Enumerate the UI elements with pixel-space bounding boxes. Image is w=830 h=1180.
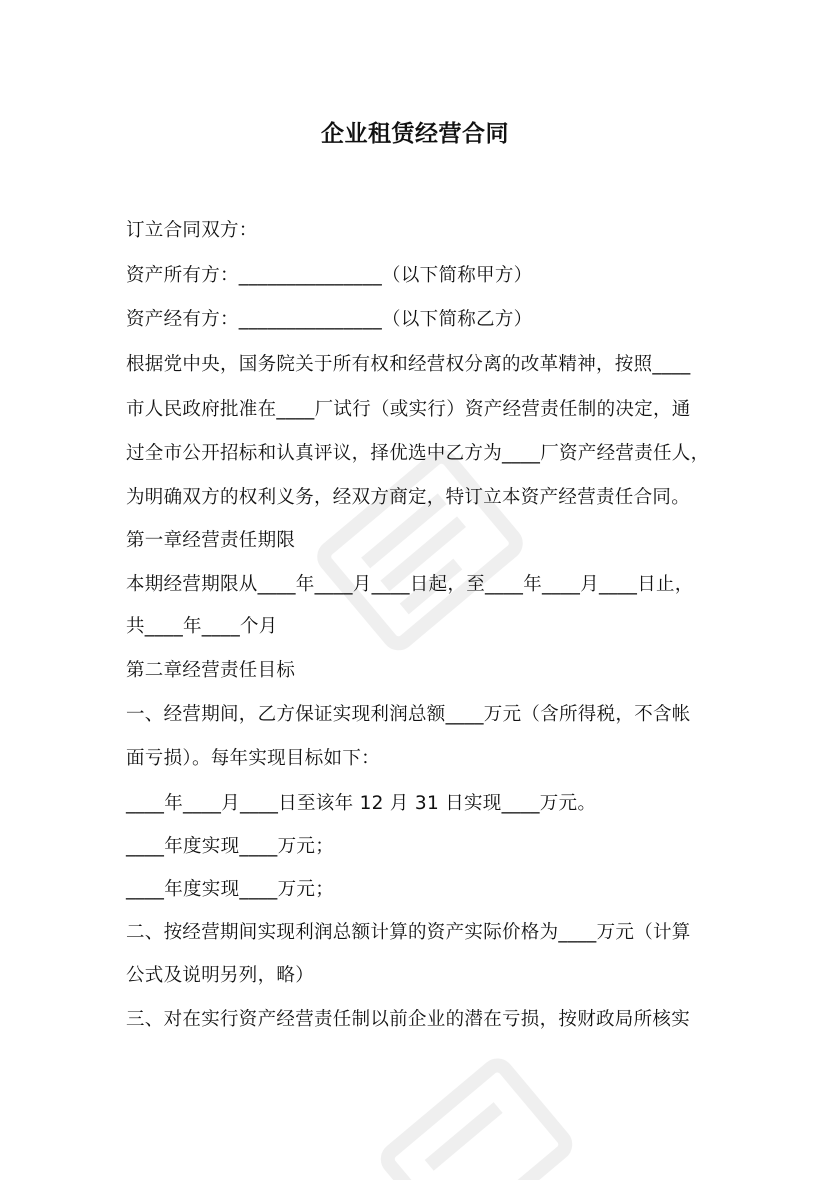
- watermark-icon-bottom: [380, 1050, 600, 1180]
- clause-1-line-2: 面亏损）。每年实现目标如下：: [126, 748, 380, 769]
- annual-target-line-3: ____年度实现____万元；: [126, 879, 335, 900]
- preamble-line-4: 为明确双方的权利义务，经双方商定，特订立本资产经营责任合同。: [126, 487, 691, 508]
- party-a-line: 资产所有方：_______________（以下简称甲方）: [126, 265, 533, 286]
- clause-3-line-1: 三、对在实行资产经营责任制以前企业的潜在亏损，按财政局所核实: [126, 1009, 691, 1030]
- clause-1-line-1: 一、经营期间，乙方保证实现利润总额____万元（含所得税，不含帐: [126, 704, 691, 725]
- contract-parties-heading: 订立合同双方：: [126, 220, 258, 241]
- annual-target-line-2: ____年度实现____万元；: [126, 836, 335, 857]
- term-line-2: 共____年____个月: [126, 616, 278, 637]
- clause-2-line-1: 二、按经营期间实现利润总额计算的资产实际价格为____万元（计算: [126, 922, 691, 943]
- page-title: 企业租赁经营合同: [321, 121, 509, 147]
- preamble-line-2: 市人民政府批准在____厂试行（或实行）资产经营责任制的决定，通: [126, 399, 691, 420]
- chapter-1-heading: 第一章经营责任期限: [126, 530, 296, 551]
- clause-2-line-2: 公式及说明另列，略）: [126, 965, 315, 986]
- preamble-line-3: 过全市公开招标和认真评议，择优选中乙方为____厂资产经营责任人，: [126, 443, 710, 464]
- annual-target-line-1: ____年____月____日至该年 12 月 31 日实现____万元。: [126, 793, 597, 814]
- preamble-line-1: 根据党中央，国务院关于所有权和经营权分离的改革精神，按照____: [126, 354, 691, 375]
- term-line-1: 本期经营期限从____年____月____日起，至____年____月____日止，: [126, 574, 694, 595]
- chapter-2-heading: 第二章经营责任目标: [126, 660, 296, 681]
- party-b-line: 资产经有方：_______________（以下简称乙方）: [126, 309, 533, 330]
